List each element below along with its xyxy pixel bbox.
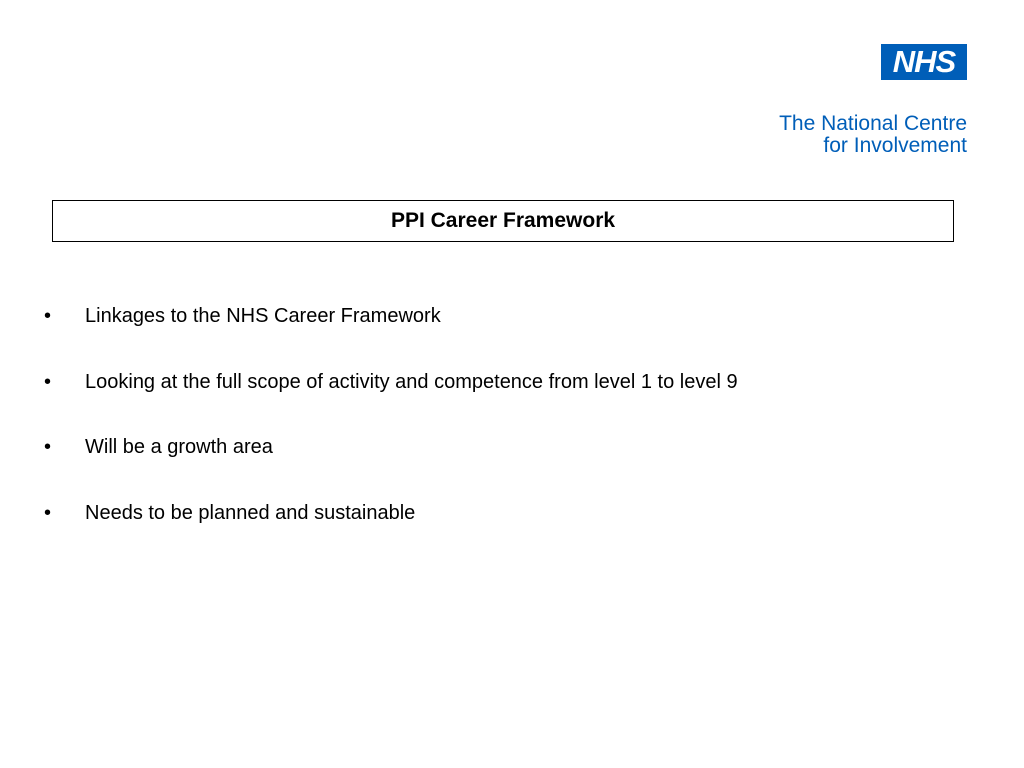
organisation-name-line-2: for Involvement xyxy=(823,134,967,157)
slide-title: PPI Career Framework xyxy=(390,209,616,232)
bullet-text: Needs to be planned and sustainable xyxy=(85,501,416,524)
bullet-text: Will be a growth area xyxy=(85,436,273,458)
bullet-icon: • xyxy=(44,370,52,393)
bullet-icon: • xyxy=(44,436,52,458)
nhs-logo: NHS xyxy=(881,44,967,80)
bullet-icon: • xyxy=(44,305,52,327)
organisation-name-line-1: The National Centre xyxy=(779,112,967,135)
title-box xyxy=(52,200,954,242)
bullet-text: Linkages to the NHS Career Framework xyxy=(85,305,441,327)
organisation-name xyxy=(779,113,967,157)
bullet-icon: • xyxy=(44,501,52,524)
bullet-text: Looking at the full scope of activity and competence from level 1 to level 9 xyxy=(85,370,738,393)
